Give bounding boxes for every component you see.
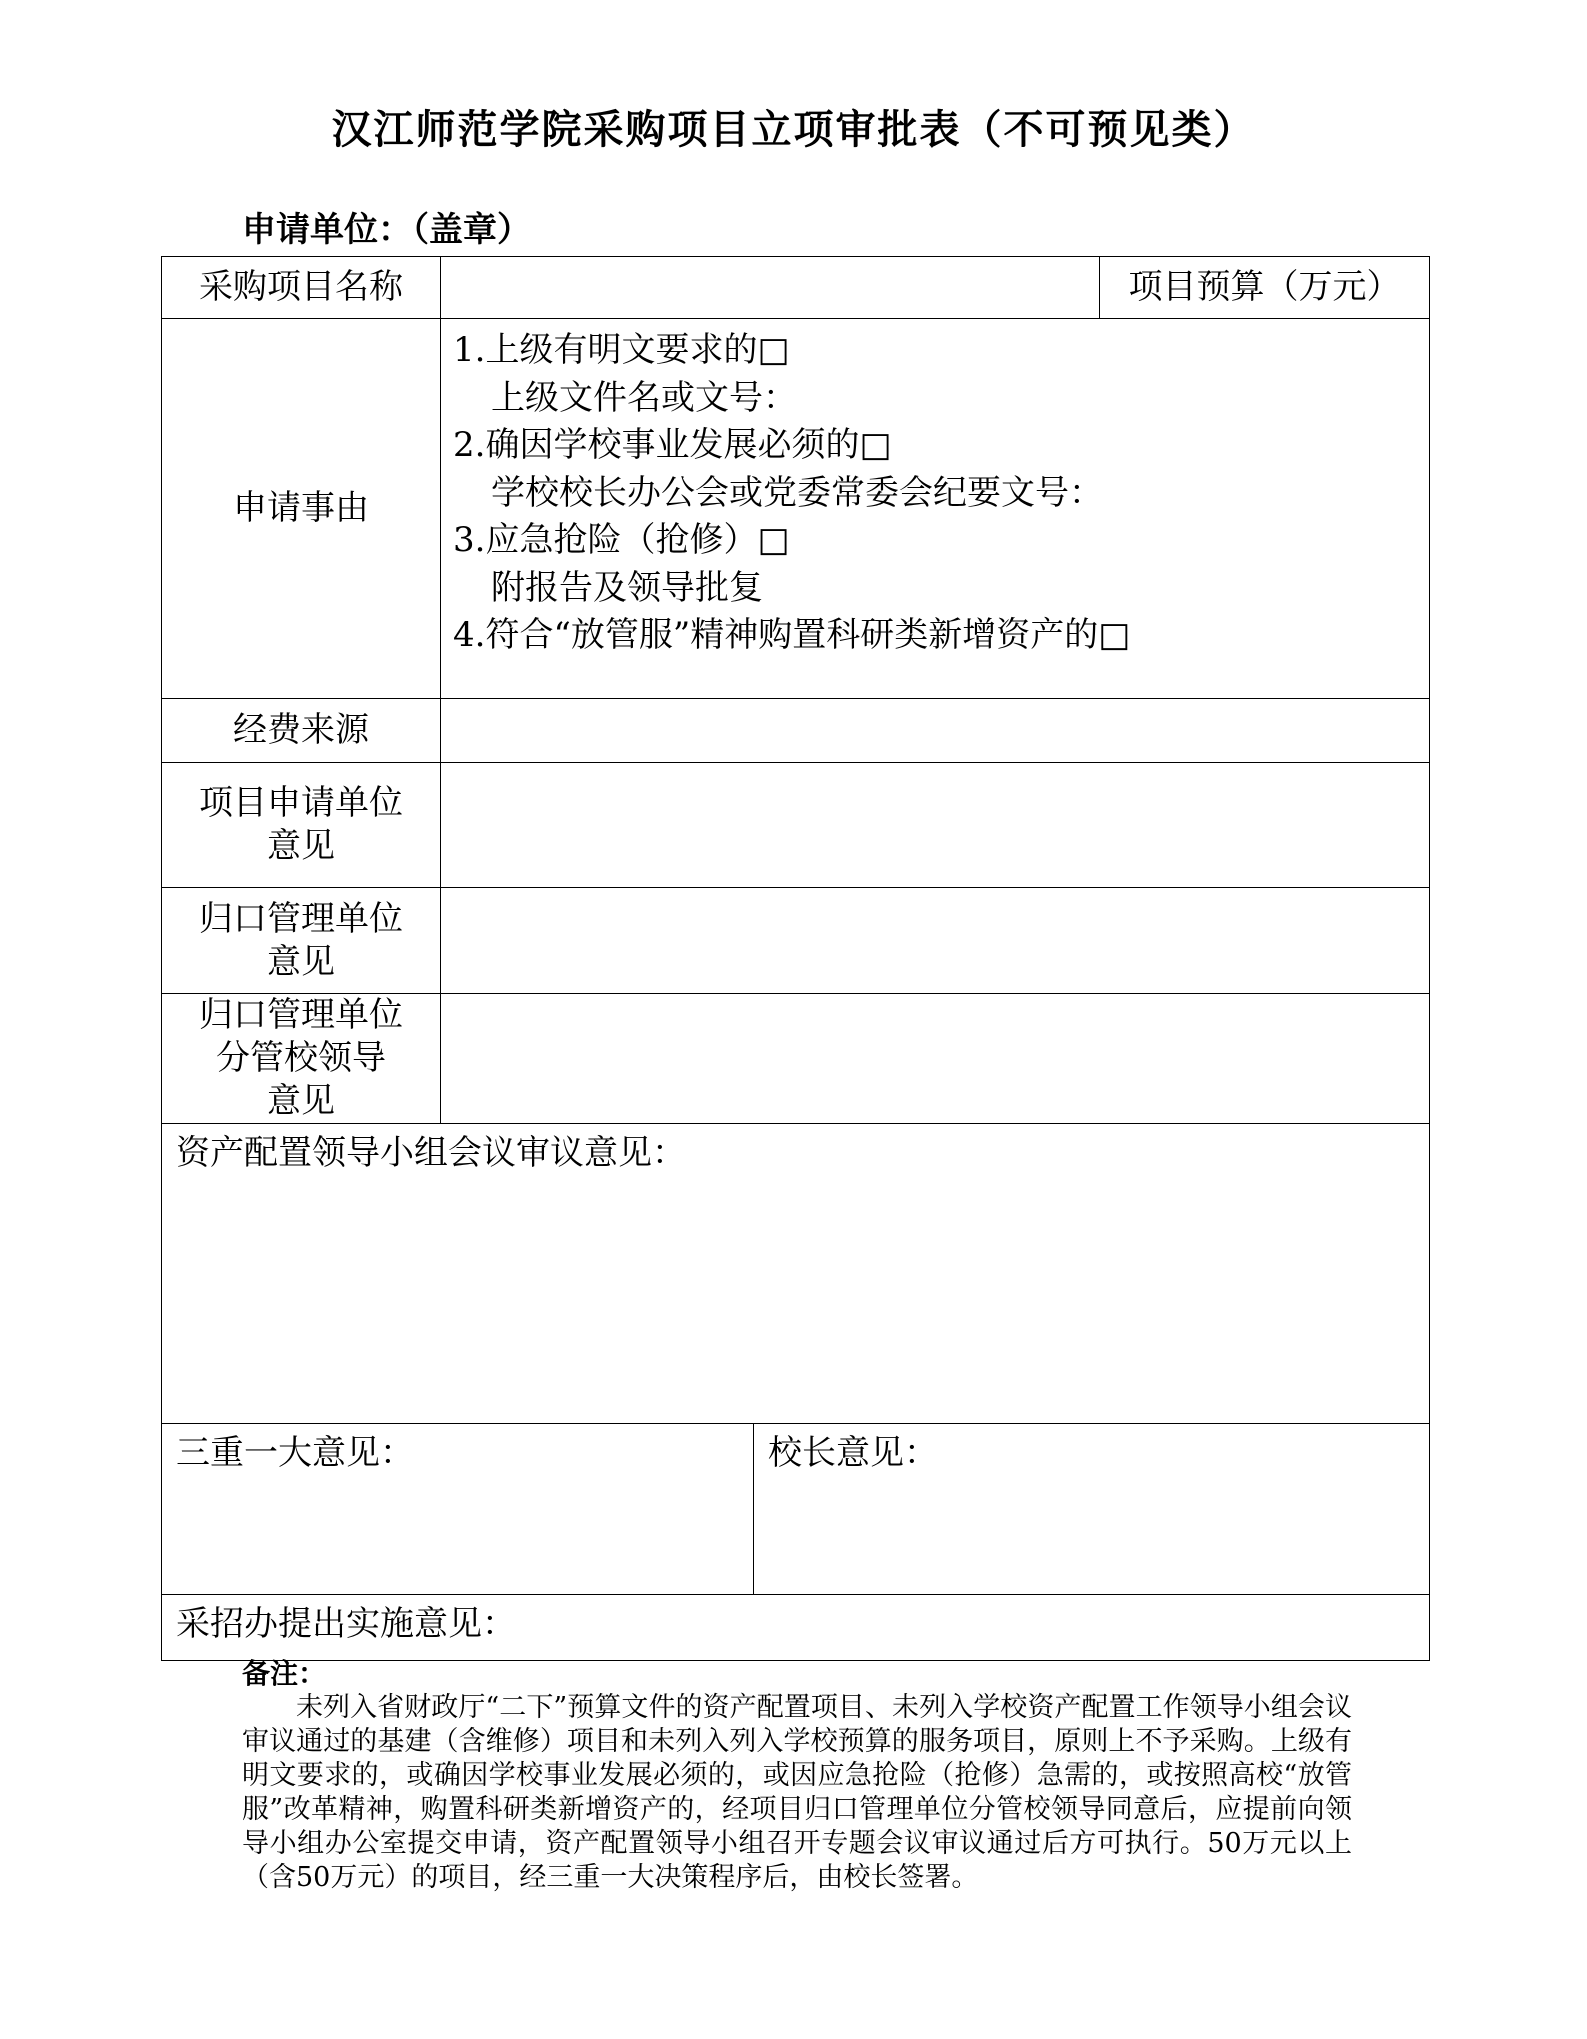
funding-source-label: 经费来源	[162, 699, 441, 763]
procurement-office-section[interactable]	[162, 1595, 1430, 1661]
sanzhong-yida-section[interactable]	[162, 1424, 754, 1595]
reason-option-1[interactable]: 1.上级有明文要求的□	[453, 330, 790, 370]
reason-option-3-detail: 附报告及领导批复	[491, 567, 763, 608]
committee-review-label: 资产配置领导小组会议审议意见：	[176, 1133, 686, 1173]
applicant-opinion-label-line: 意见	[267, 826, 335, 866]
mgmt-unit-opinion-label-line: 意见	[267, 941, 335, 982]
reason-option-2[interactable]: 2.确因学校事业发展必须的□	[453, 425, 892, 465]
reason-option-2-detail: 学校校长办公会或党委常委会纪要文号：	[491, 472, 1103, 513]
reason-option-3[interactable]: 3.应急抢险（抢修）□	[453, 520, 790, 560]
applicant-unit-label: 申请单位：（盖章）	[242, 210, 531, 250]
applicant-opinion-label-line: 项目申请单位	[199, 783, 403, 823]
mgmt-unit-opinion-field[interactable]	[441, 888, 1430, 994]
reason-label: 申请事由	[162, 319, 441, 699]
president-opinion-section[interactable]	[754, 1424, 1430, 1595]
applicant-opinion-label	[162, 763, 441, 888]
reason-option-4[interactable]: 4.符合“放管服”精神购置科研类新增资产的□	[453, 615, 1131, 655]
leader-opinion-label-line: 意见	[267, 1081, 335, 1121]
leader-opinion-label-line: 归口管理单位	[199, 995, 403, 1035]
mgmt-unit-opinion-label-line: 归口管理单位	[199, 898, 403, 939]
procurement-office-label: 采招办提出实施意见：	[176, 1604, 516, 1644]
funding-source-field[interactable]	[441, 699, 1430, 763]
budget-label: 项目预算（万元）	[1100, 257, 1430, 319]
notes-heading: 备注：	[242, 1657, 327, 1690]
reason-options	[441, 319, 1430, 699]
reason-option-1-detail: 上级文件名或文号：	[491, 377, 797, 418]
notes-body: 未列入省财政厅“二下”预算文件的资产配置项目、未列入学校资产配置工作领导小组会议审议通过的基建（含维修）项目和未列入列入学校预算的服务项目，原则上不予采购。上级有明文要求的，或确因学校事业发展必须的，或因应急抢险（抢修）急需的，或按照高校“放管服”改革精神，购置科研类新增资产的，经项目归口管理单位分管校领导同意后，应提前向领导小组办公室提交申请，资产配置领导小组召开专题会议审议通过后方可执行。50万元以上（含50万元）的项目，经三重一大决策程序后，由校长签署。	[242, 1692, 1352, 1893]
leader-opinion-label-line: 分管校领导	[216, 1038, 386, 1078]
approval-form-table	[161, 256, 1430, 1661]
notes-section	[242, 1657, 1352, 1895]
leader-opinion-label	[162, 994, 441, 1124]
sanzhong-yida-label: 三重一大意见：	[176, 1433, 414, 1473]
leader-opinion-field[interactable]	[441, 994, 1430, 1124]
applicant-opinion-field[interactable]	[441, 763, 1430, 888]
project-name-label: 采购项目名称	[162, 257, 441, 319]
committee-review-section[interactable]	[162, 1124, 1430, 1424]
project-name-field[interactable]	[441, 257, 1100, 319]
mgmt-unit-opinion-label	[162, 888, 441, 994]
document-title: 汉江师范学院采购项目立项审批表（不可预见类）	[331, 106, 1256, 153]
president-opinion-label: 校长意见：	[768, 1433, 938, 1473]
